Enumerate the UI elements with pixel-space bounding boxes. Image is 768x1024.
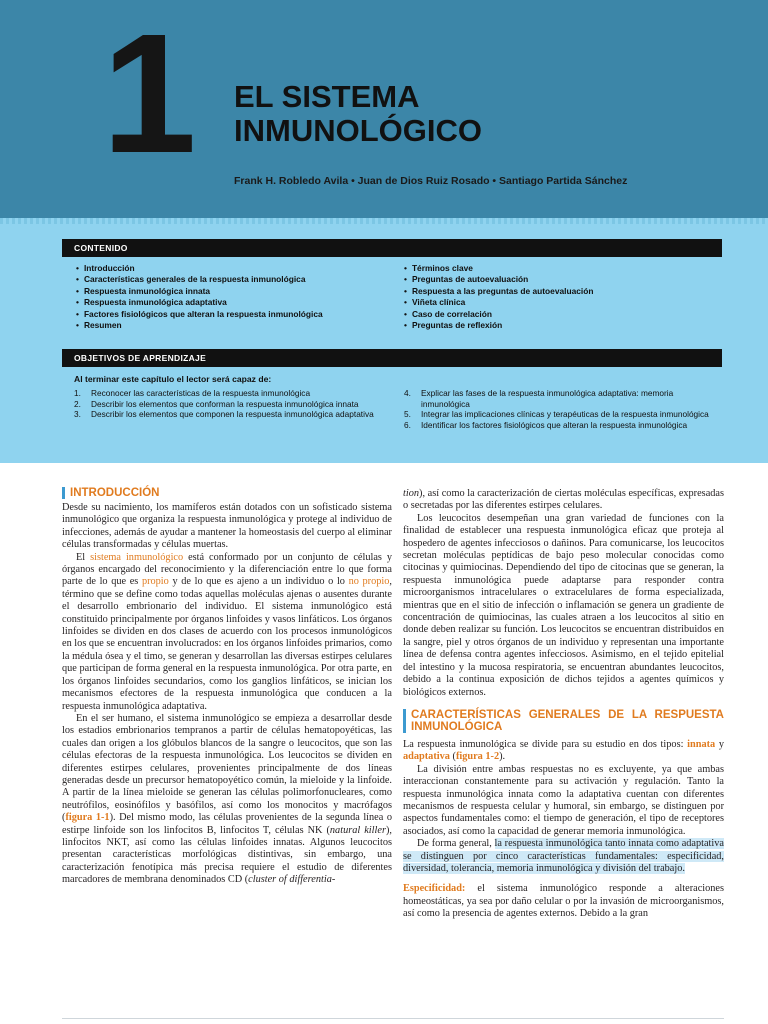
objetivo-number: 1. <box>74 388 81 398</box>
body-paragraph: Los leucocitos desempeñan una gran variedad de funciones con la finalidad de establecer una respuesta inmunológica eficaz que proteja al hospedero de agentes infecciosos o dañinos. Para comunicarse, los leucocitos secretan moléculas peptídicas de bajo peso molecular conocidas como citocinas y quimiocinas. Dependiendo del tipo de citocinas que se generan, la respuesta inmunológica puede adaptarse para responder contra microorganismos intracelulares o extracelulares de forma especializada, mientras que en el sitio de infección o inflamación se genera un gradiente de concentración de quimiocinas, las cuales atraen a los leucocitos al sitio en donde deben realizar su función. Los leucocitos se encuentran distribuidos en la sangre, piel y otros órganos de un individuo y representan una importante línea de defensa contra agentes infecciosos. Asimismo, en el tejido epitelial del intestino y la mucosa respiratoria, se encuentran abundantes leucocitos, debido a la continua exposición de dichos tejidos a agentes químicos y biológicos externos. <box>403 512 724 698</box>
objetivo-number: 6. <box>404 419 411 430</box>
objetivos-list-right <box>404 388 714 430</box>
contenido-item: • Respuesta a las preguntas de autoevaluación <box>404 286 714 297</box>
text-run: La respuesta inmunológica se divide para su estudio en dos tipos: <box>403 738 688 750</box>
figure-reference-link[interactable]: figura 1-1 <box>65 812 110 824</box>
italic-text: tion <box>403 488 420 499</box>
text-run: ), linfocitos NKT, así como las células linfoides innatas. Algunos leucocitos presentan características morfológicas distintivas, sin embargo, una caracterización fenotípica más precisa requiere el estudio de diferentes marcadores de membrana denominados CD ( <box>62 824 392 886</box>
chapter-title-line1: EL SISTEMA <box>234 79 420 114</box>
objetivos-intro: Al terminar este capítulo el lector será capaz de: <box>74 374 272 384</box>
contenido-item: • Caso de correlación <box>404 309 714 320</box>
section-heading-caracteristicas: CARACTERÍSTICAS GENERALES DE LA RESPUESTA INMUNOLÓGICA <box>403 709 724 733</box>
body-paragraph <box>62 552 392 713</box>
text-run: , término que se define como todas aquellas moléculas ajenas o ausentes durante el desarrollo embrionario del individuo. El sistema inmunológico está constituido principalmente por órganos linfoides y vasos linfáticos. Los órganos linfoides se dividen en dos clases de acuerdo con los procesos inmunológicos en los que se encuentran involucrados: en los órganos linfoides primarios, como la médula ósea y el timo, se generan y desarrollan las diversas estirpes celulares que participan de forma general en la respuesta inmunológica. Por otra parte, en los órganos linfoides secundarios, como los ganglios linfáticos, se inician los mecanismos efectores de la respuesta inmunológica que conducen a la respuesta inmunológica adaptativa. <box>62 576 392 712</box>
contenido-item: • Respuesta inmunológica adaptativa <box>76 297 386 308</box>
objetivo-item <box>74 409 374 420</box>
body-paragraph <box>62 713 392 887</box>
objetivos-heading: OBJETIVOS DE APRENDIZAJE <box>62 349 722 367</box>
objetivo-item <box>74 399 374 410</box>
section-heading-introduccion: INTRODUCCIÓN <box>62 487 392 499</box>
figure-reference-link[interactable]: figura 1-2 <box>455 751 500 763</box>
objetivo-text: Describir los elementos que componen la respuesta inmunológica adaptativa <box>91 409 374 420</box>
objetivo-text: Explicar las fases de la respuesta inmunológica adaptativa: memoria inmunológica <box>421 388 674 409</box>
chapter-number: 1 <box>102 0 193 189</box>
highlighted-text: la respuesta inmunológica tanto innata como adaptativa se distinguen por cinco características fundamentales: especificidad, diversidad, tolerancia, memoria inmunológica y división del trabajo. <box>403 838 724 874</box>
contenido-item: • Términos clave <box>404 263 714 274</box>
italic-text: natural killer <box>329 824 386 836</box>
body-column-right <box>403 488 724 921</box>
objetivo-text: Integrar las implicaciones clínicas y terapéuticas de la respuesta inmunológica <box>421 409 709 420</box>
text-run: está conformado por un conjunto de células y órganos encargado del reconocimiento y la diferenciación entre lo que forma parte de lo que es <box>62 551 392 588</box>
chapter-header <box>0 0 768 218</box>
key-term-link[interactable]: propio <box>141 576 169 588</box>
chapter-authors: Frank H. Robledo Avila • Juan de Dios Ruiz Rosado • Santiago Partida Sánchez <box>234 175 628 187</box>
contenido-list-right <box>404 263 714 331</box>
text-run: ( <box>449 751 456 763</box>
key-term-link[interactable]: adaptativa <box>403 751 450 763</box>
text-run: el sistema inmunológico responde a alteraciones homeostáticas, ya sea por daño celular o por la invasión de microorganismos, así como la presencia de agentes externos. Debido a la gran <box>403 883 724 920</box>
text-run: De forma general, <box>417 838 495 850</box>
key-term-link[interactable]: no propio <box>348 576 390 588</box>
objetivo-number: 5. <box>404 409 411 420</box>
objetivo-text: Describir los elementos que conforman la respuesta inmunológica innata <box>91 398 359 409</box>
objetivo-text: Reconocer las características de la respuesta inmunológica <box>91 388 311 398</box>
text-run: y de lo que es ajeno a un individuo o lo <box>168 576 349 588</box>
text-run: En el ser humano, el sistema inmunológico se empieza a desarrollar desde los estadios embrionarios tempranos a partir de células hematopoyéticas, las cuales dan origen a los glóbulos blancos de la sangre o leucocitos, que son las células efectoras de la respuesta inmunológica. Los leucocitos se dividen en diferentes estirpes celulares, provenientes principalmente de dos líneas generadas desde un precursor hematopoyético común, la mieloide y la linfoide. A partir de la línea mieloide se generan las células polimorfonucleares, como neutrófilos, eosinófilos y basófilos, así como los monocitos y macrófagos ( <box>62 712 392 824</box>
contenido-item: • Preguntas de autoevaluación <box>404 274 714 285</box>
text-run: ). <box>499 751 506 763</box>
text-run: ). Del mismo modo, las células provenientes de la segunda línea o estirpe linfoide son los linfocitos B, linfocitos T, células NK ( <box>62 812 392 836</box>
italic-text: cluster of differentia- <box>248 874 336 886</box>
contenido-item: • Características generales de la respuesta inmunológica <box>76 274 386 285</box>
contenido-item: • Factores fisiológicos que alteran la respuesta inmunológica <box>76 309 386 320</box>
contenido-item: • Preguntas de reflexión <box>404 320 714 331</box>
body-column-left <box>62 487 392 887</box>
objetivo-item <box>404 409 714 420</box>
contenido-list-left <box>76 263 386 331</box>
objetivo-item <box>404 388 714 409</box>
page-bottom-divider <box>62 1018 724 1019</box>
objetivo-text: Identificar los factores fisiológicos que alteran la respuesta inmunológica <box>421 419 688 430</box>
objetivo-number: 2. <box>74 398 81 409</box>
text-run: ), así como la caracterización de ciertas moléculas específicas, expresadas o secretadas por las diferentes estirpes celulares. <box>403 488 724 512</box>
objetivos-list-left <box>74 388 374 420</box>
text-run: El <box>76 551 91 563</box>
contenido-heading: CONTENIDO <box>62 239 722 257</box>
contenido-item: • Viñeta clínica <box>404 297 714 308</box>
body-paragraph <box>403 838 724 875</box>
contenido-item: • Respuesta inmunológica innata <box>76 286 386 297</box>
body-paragraph: Desde su nacimiento, los mamíferos están dotados con un sofisticado sistema inmunológico que organiza la respuesta inmunológica y protege al individuo de infecciones, además de ayudar a mantener la homeostasis del cuerpo al eliminar células transformadas y células muertas. <box>62 502 392 551</box>
objetivo-number: 3. <box>74 409 81 420</box>
chapter-title-line2: INMUNOLÓGICO <box>234 113 482 148</box>
key-term-link[interactable]: innata <box>687 738 716 750</box>
key-term-link[interactable]: sistema inmunológico <box>90 551 184 563</box>
body-paragraph <box>403 883 724 920</box>
key-term-link[interactable]: Especificidad: <box>403 883 466 895</box>
contenido-item: • Introducción <box>76 263 386 274</box>
objetivo-number: 4. <box>404 388 411 398</box>
body-paragraph <box>403 488 724 513</box>
chapter-title <box>234 80 482 148</box>
chapter-info-box <box>0 218 768 463</box>
contenido-item: • Resumen <box>76 320 386 331</box>
body-paragraph: La división entre ambas respuestas no es excluyente, ya que ambas interaccionan constantemente para su activación y regulación. Tanto la respuesta inmunológica innata como la adaptativa cuentan con diferentes mecanismos de respuesta celular y humoral, sin embargo, se distinguen por aspectos fundamentales como: el tiempo de generación, el tipo de receptores asociados, así como la capacidad de generar memoria inmunológica. <box>403 763 724 837</box>
objetivo-item <box>404 420 714 431</box>
objetivo-item <box>74 388 374 399</box>
body-paragraph <box>403 739 724 764</box>
text-run: y <box>715 738 724 750</box>
